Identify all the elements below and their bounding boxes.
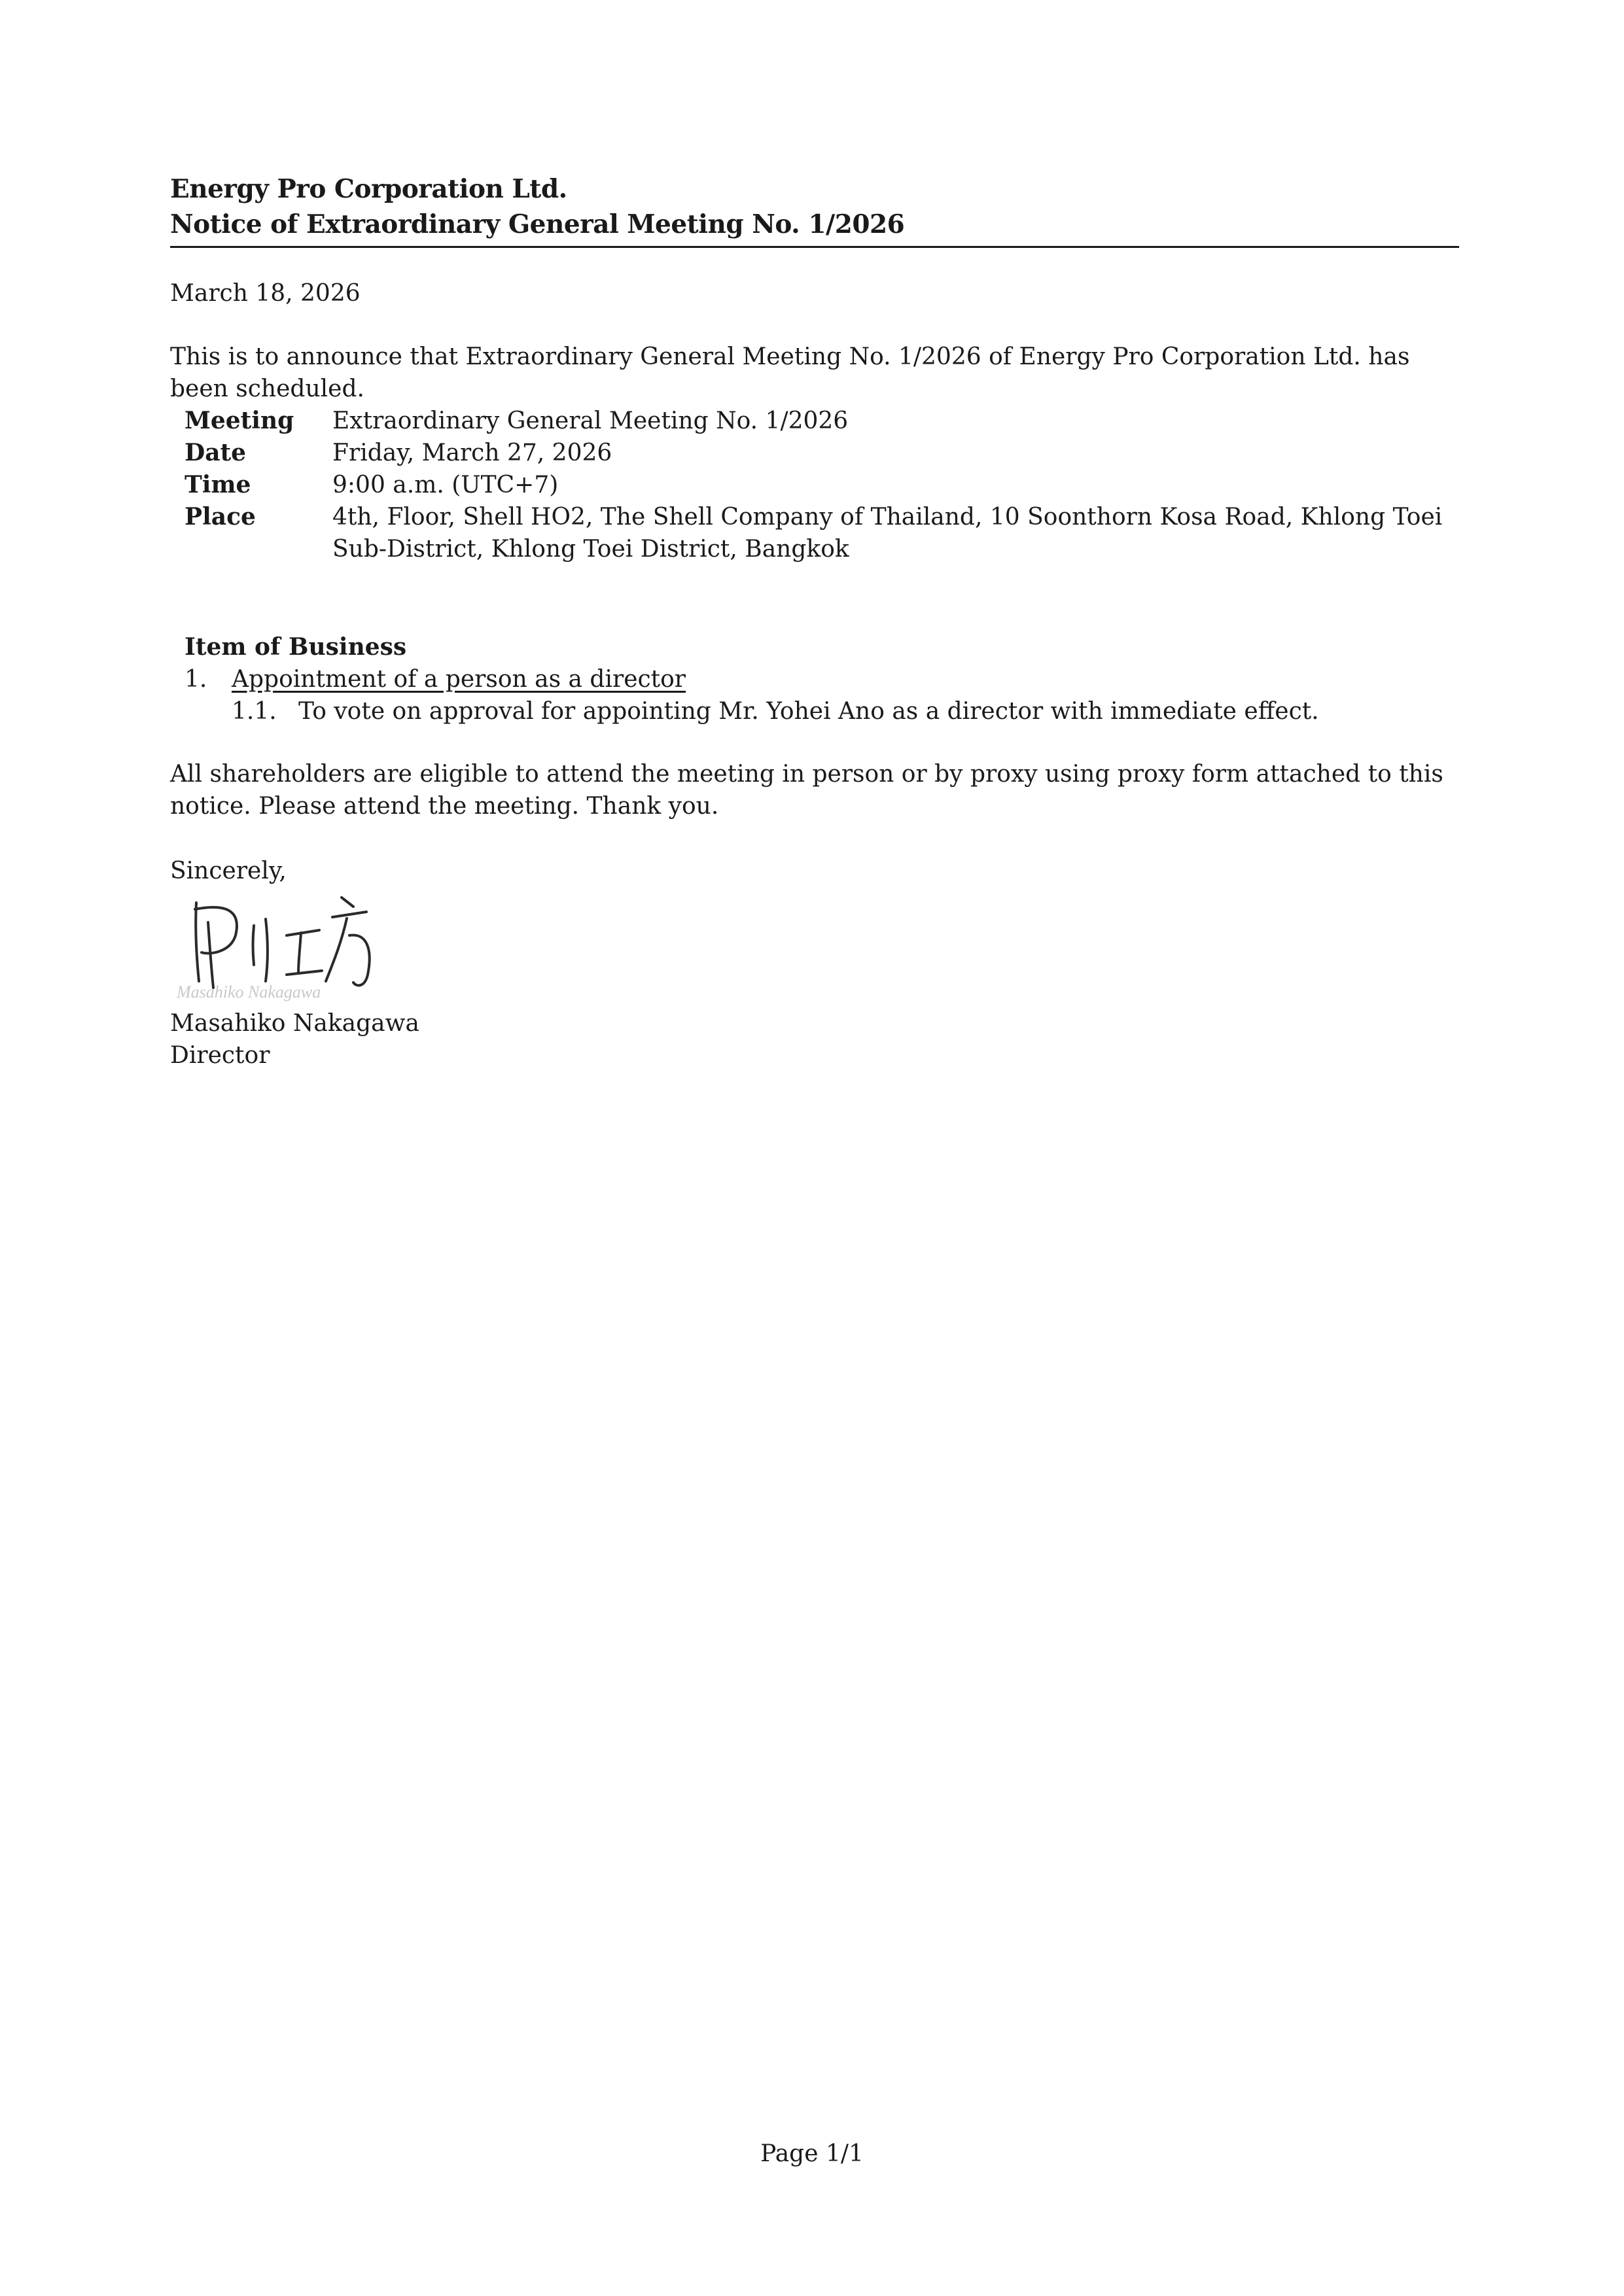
detail-value: 4th, Floor, Shell HO2, The Shell Company of Thailand, 10 Soonthorn Kosa Road, Khlong Toei Sub-District, Khlong Toei District, Bangkok — [332, 504, 1443, 563]
meeting-details — [185, 405, 1467, 565]
detail-label: Place — [185, 503, 256, 531]
closing-paragraph: All shareholders are eligible to attend the meeting in person or by proxy using proxy form attached to this notice. Please attend the meeting. Thank you. — [170, 761, 1443, 820]
list-item — [170, 663, 1459, 695]
handwritten-signature — [170, 890, 406, 1004]
document-header — [170, 171, 1459, 248]
subitem-text: To vote on approval for appointing Mr. Yohei Ano as a director with immediate effect. — [298, 698, 1319, 725]
sincerely-text: Sincerely, — [170, 858, 287, 884]
items-heading: Item of Business — [185, 633, 407, 661]
detail-row-date — [185, 437, 1467, 469]
subitem-number: 1.1. — [232, 698, 277, 725]
page-number: Page 1/1 — [760, 2140, 864, 2167]
signer-block — [170, 1007, 419, 1071]
notice-date: March 18, 2026 — [170, 280, 361, 307]
signer-position: Director — [170, 1042, 270, 1069]
business-items — [170, 631, 1459, 727]
item-title: Appointment of a person as a director — [232, 666, 686, 693]
signer-name: Masahiko Nakagawa — [170, 1010, 419, 1037]
detail-value: 9:00 a.m. (UTC+7) — [332, 472, 559, 498]
detail-row-place — [185, 501, 1467, 565]
item-number: 1. — [185, 666, 207, 693]
detail-label: Time — [185, 471, 251, 498]
announcement-paragraph: This is to announce that Extraordinary General Meeting No. 1/2026 of Energy Pro Corporation Ltd. has been scheduled. — [170, 343, 1410, 402]
sub-list-item — [232, 695, 1459, 727]
detail-label: Meeting — [185, 407, 294, 434]
detail-value: Friday, March 27, 2026 — [332, 440, 612, 466]
detail-value: Extraordinary General Meeting No. 1/2026 — [332, 408, 849, 434]
detail-row-meeting — [185, 405, 1467, 437]
printed-signature-name: Masahiko Nakagawa — [177, 983, 321, 1001]
detail-label: Date — [185, 439, 247, 466]
detail-row-time — [185, 469, 1467, 501]
company-name: Energy Pro Corporation Ltd. — [170, 174, 567, 204]
notice-title: Notice of Extraordinary General Meeting No. 1/2026 — [170, 209, 905, 239]
